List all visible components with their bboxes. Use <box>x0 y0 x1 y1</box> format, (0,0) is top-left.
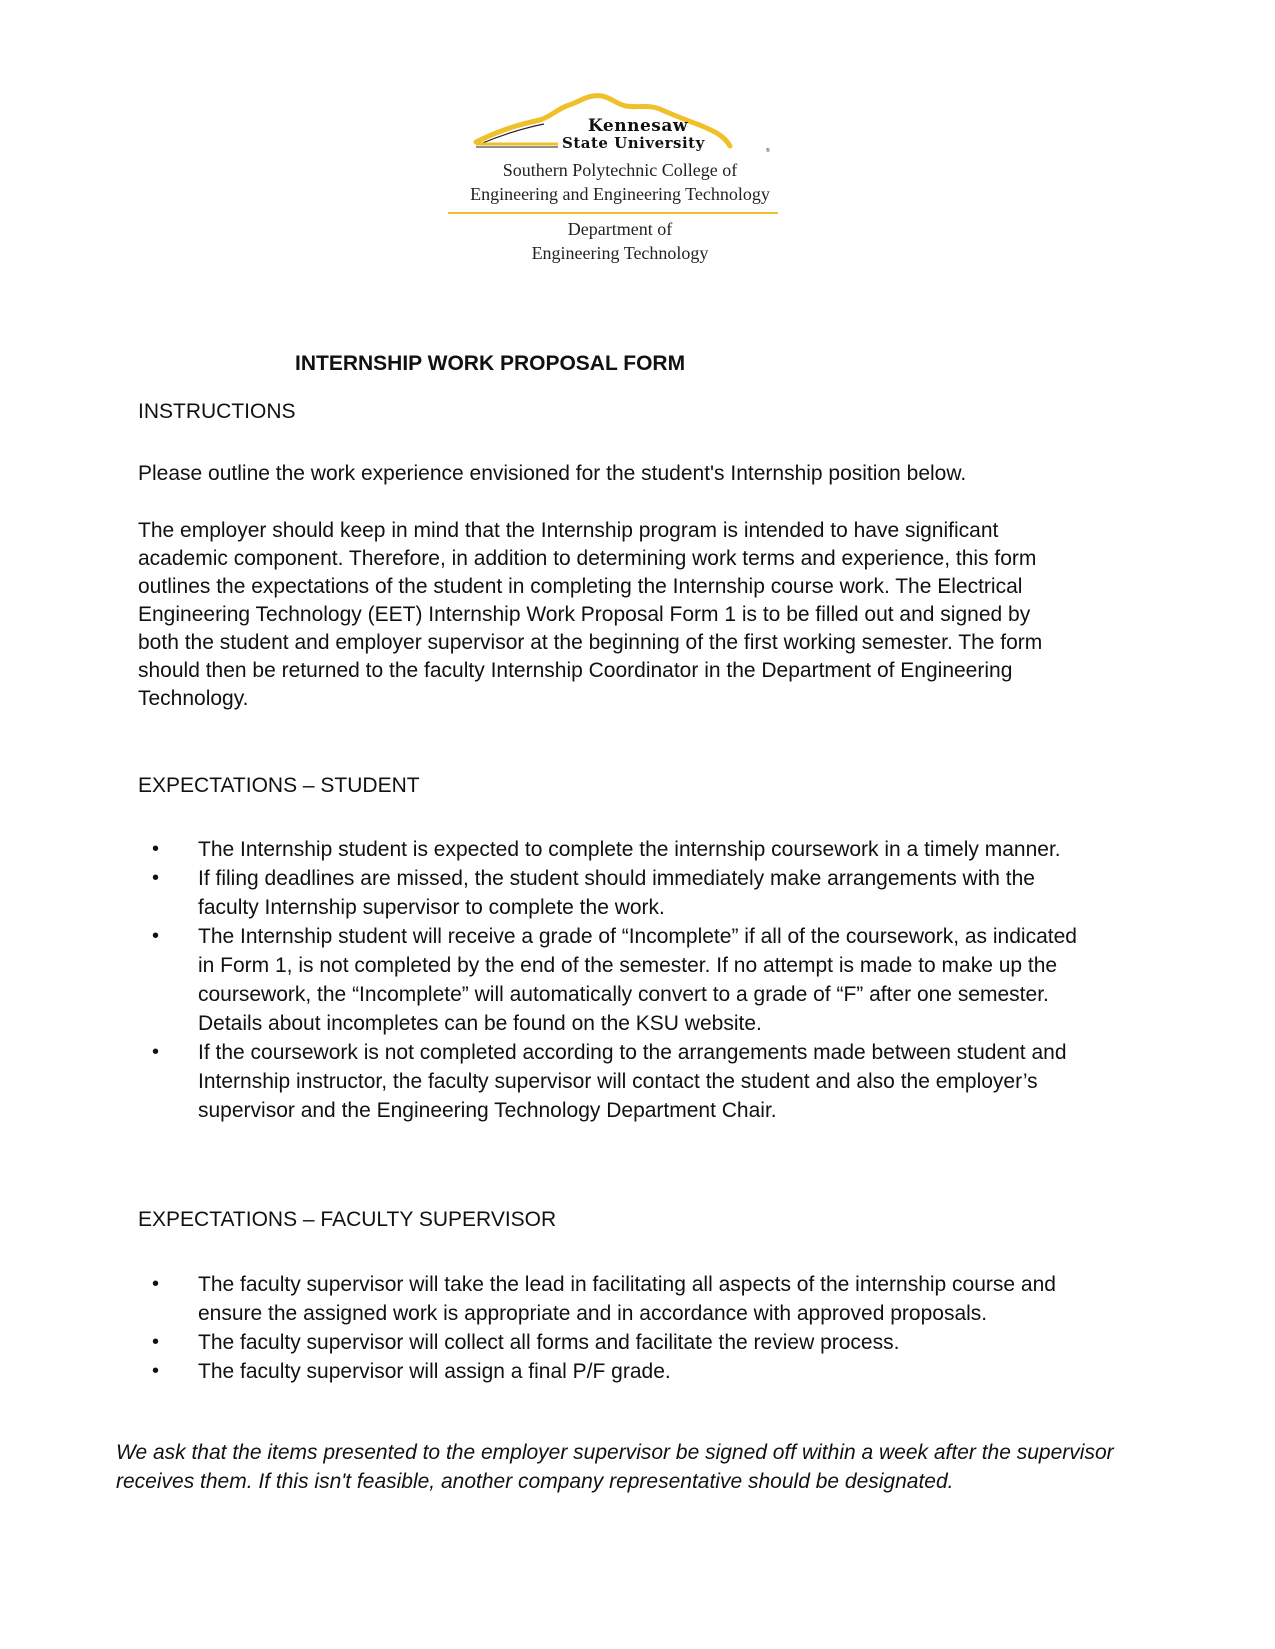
college-name <box>440 158 800 206</box>
list-item: • The faculty supervisor will collect all forms and facilitate the review process. <box>138 1328 1118 1357</box>
list-item: • If the coursework is not completed according to the arrangements made between student and Internship instructor, the faculty supervisor will contact the student and also the employer’s supervisor and the Engineering Technology Department Chair. <box>138 1038 1088 1125</box>
faculty-expectations-list <box>138 1270 1118 1386</box>
university-logo <box>440 90 820 265</box>
faculty-expectations-heading: EXPECTATIONS – FACULTY SUPERVISOR <box>138 1208 557 1231</box>
list-item: • The Internship student is expected to complete the internship coursework in a timely manner. <box>138 835 1088 864</box>
logo-line-1: Kennesaw <box>588 116 688 136</box>
dept-line-1: Department of <box>567 219 673 239</box>
instructions-heading: INSTRUCTIONS <box>138 400 296 423</box>
student-expectations-list <box>138 835 1088 1125</box>
document-title: INTERNSHIP WORK PROPOSAL FORM <box>295 352 686 375</box>
list-item: • If filing deadlines are missed, the student should immediately make arrangements with the faculty Internship supervisor to complete the work. <box>138 864 1088 922</box>
list-item: • The Internship student will receive a grade of “Incomplete” if all of the coursework, as indicated in Form 1, is not completed by the end of the semester. If no attempt is made to make up the coursework, the “Incomplete” will automatically convert to a grade of “F” after one semester. Details about incompletes can be found on the KSU website. <box>138 922 1088 1038</box>
student-expectations-heading: EXPECTATIONS – STUDENT <box>138 774 420 797</box>
logo-line-2: State University <box>562 134 705 152</box>
trademark-mark: ® <box>766 148 770 154</box>
instructions-intro: Please outline the work experience envisioned for the student's Internship position below. <box>138 462 967 485</box>
list-item: • The faculty supervisor will assign a final P/F grade. <box>138 1357 1118 1386</box>
college-line-2: Engineering and Engineering Technology <box>470 184 770 204</box>
department-name <box>440 217 800 265</box>
closing-note: We ask that the items presented to the employer supervisor be signed off within a week after the supervisor receives them. If this isn't feasible, another company representative should be designated. <box>116 1441 1114 1493</box>
logo-divider <box>448 212 778 214</box>
instructions-body: The employer should keep in mind that the Internship program is intended to have significant academic component. Therefore, in addition to determining work terms and experience, this form outlines the expectations of the student in completing the Internship course work. The Electrical Engineering Technology (EET) Internship Work Proposal Form 1 is to be filled out and signed by both the student and employer supervisor at the beginning of the first working semester. The form should then be returned to the faculty Internship Coordinator in the Department of Engineering Technology. <box>138 519 1043 710</box>
list-item: • The faculty supervisor will take the lead in facilitating all aspects of the internship course and ensure the assigned work is appropriate and in accordance with approved proposals. <box>138 1270 1118 1328</box>
dept-line-2: Engineering Technology <box>531 243 709 263</box>
college-line-1: Southern Polytechnic College of <box>502 160 738 180</box>
